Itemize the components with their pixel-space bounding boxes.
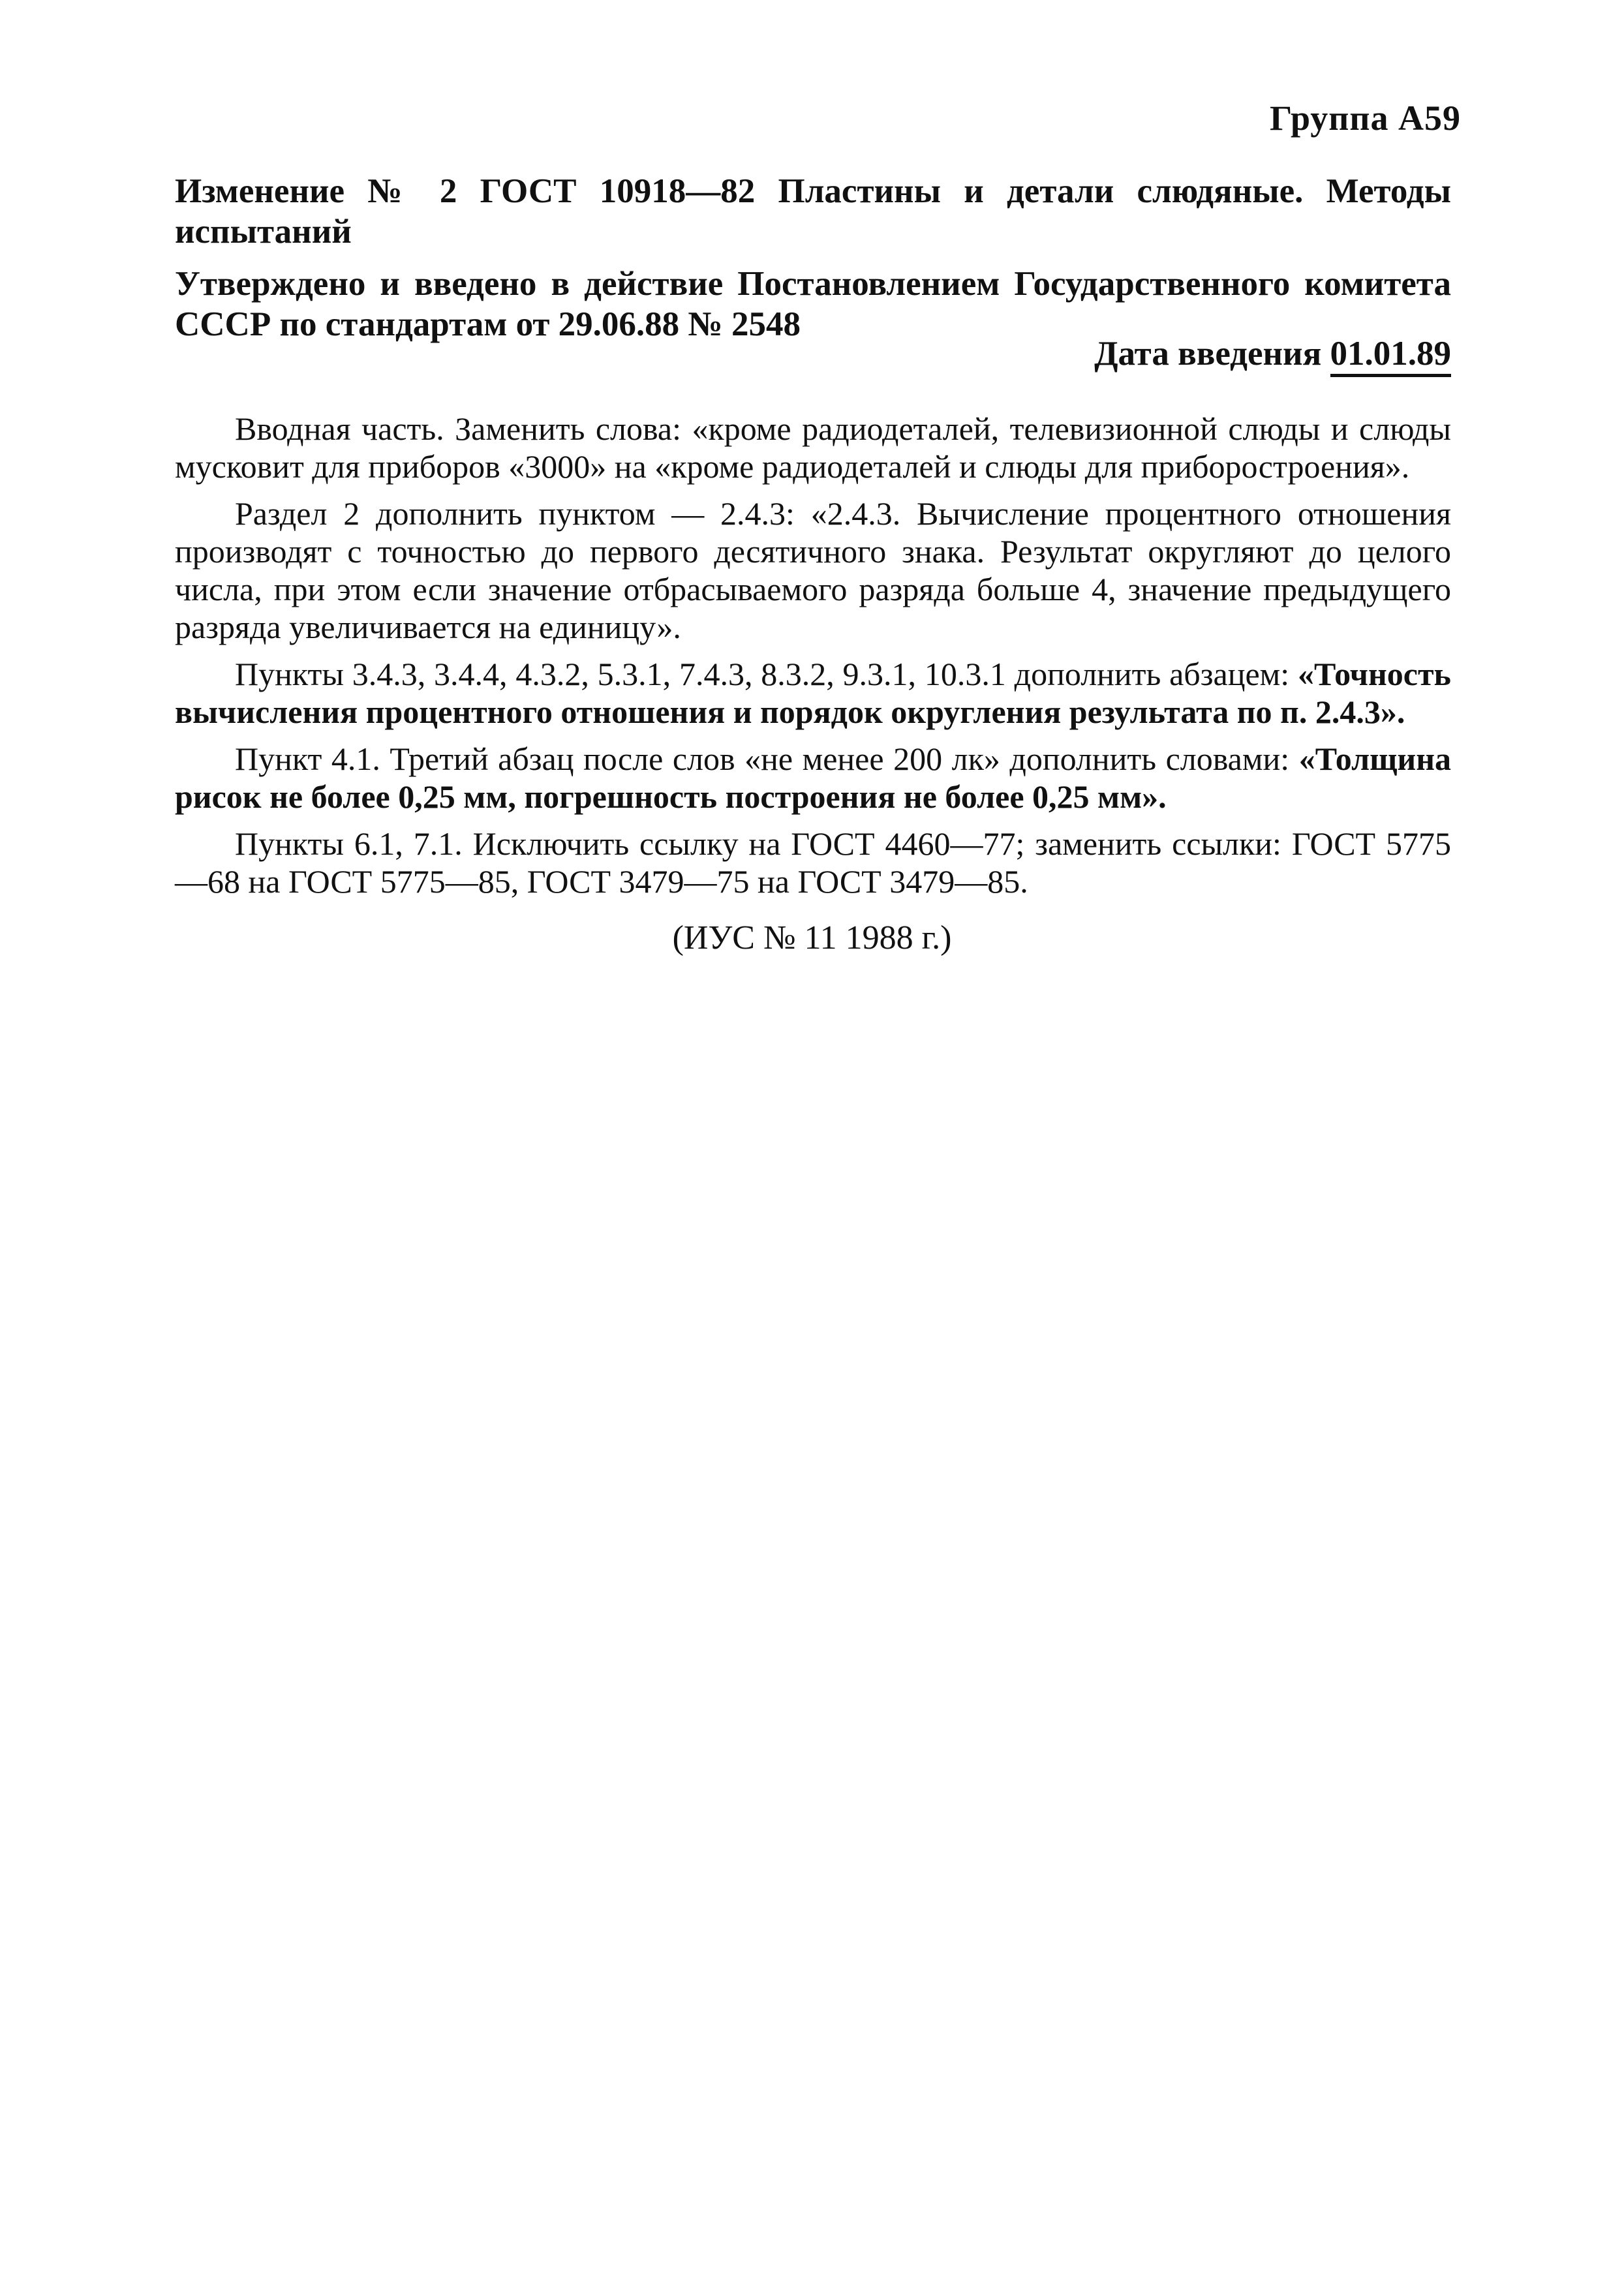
group-label: Группа А59 bbox=[1270, 99, 1461, 138]
effective-date-label: Дата введения bbox=[1094, 335, 1330, 373]
paragraph-item-4-1-quote: «Толщина рисок не более 0,25 мм, погрешность построения не более 0,25 мм». bbox=[175, 741, 1452, 815]
approval-statement: Утверждено и введено в действие Постановлением Государственного комитета СССР по стандартам от 29.06.88 № 2548 bbox=[175, 265, 1451, 343]
change-heading: Изменение № 2 ГОСТ 10918—82 Пластины и детали слюдяные. Методы испытаний bbox=[175, 172, 1451, 251]
effective-date-value: 01.01.89 bbox=[1330, 335, 1452, 377]
paragraph-item-4-1-lead: Пункт 4.1. Третий абзац после слов «не менее 200 лк» дополнить словами: bbox=[235, 741, 1290, 777]
paragraph-item-4-1 bbox=[175, 740, 1451, 816]
change-body bbox=[175, 410, 1451, 909]
paragraph-items-quote: «Точность вычисления процентного отношения и порядок округления результата по п. 2.4.3». bbox=[175, 656, 1451, 730]
paragraph-introduction: Вводная часть. Заменить слова: «кроме радиодеталей, телевизионной слюды и слюды мусковит для приборов «3000» на «кроме радиодеталей и слюды для приборостроения». bbox=[175, 410, 1451, 485]
paragraph-items-lead: Пункты 3.4.3, 3.4.4, 4.3.2, 5.3.1, 7.4.3, 8.3.2, 9.3.1, 10.3.1 дополнить абзацем: bbox=[235, 656, 1290, 692]
ius-reference: (ИУС № 11 1988 г.) bbox=[672, 919, 952, 956]
effective-date-line bbox=[1094, 334, 1451, 373]
paragraph-items-addition bbox=[175, 655, 1451, 731]
paragraph-section-2: Раздел 2 дополнить пунктом — 2.4.3: «2.4.3. Вычисление процентного отношения производят с точностью до первого десятичного знака. Результат округляют до целого числа, при этом если значение отбрасываемого разряда больше 4, значение предыдущего разряда увеличивается на единицу». bbox=[175, 495, 1451, 645]
paragraph-references: Пункты 6.1, 7.1. Исключить ссылку на ГОСТ 4460—77; заменить ссылки: ГОСТ 5775—68 на ГОСТ 5775—85, ГОСТ 3479—75 на ГОСТ 3479—85. bbox=[175, 825, 1451, 900]
